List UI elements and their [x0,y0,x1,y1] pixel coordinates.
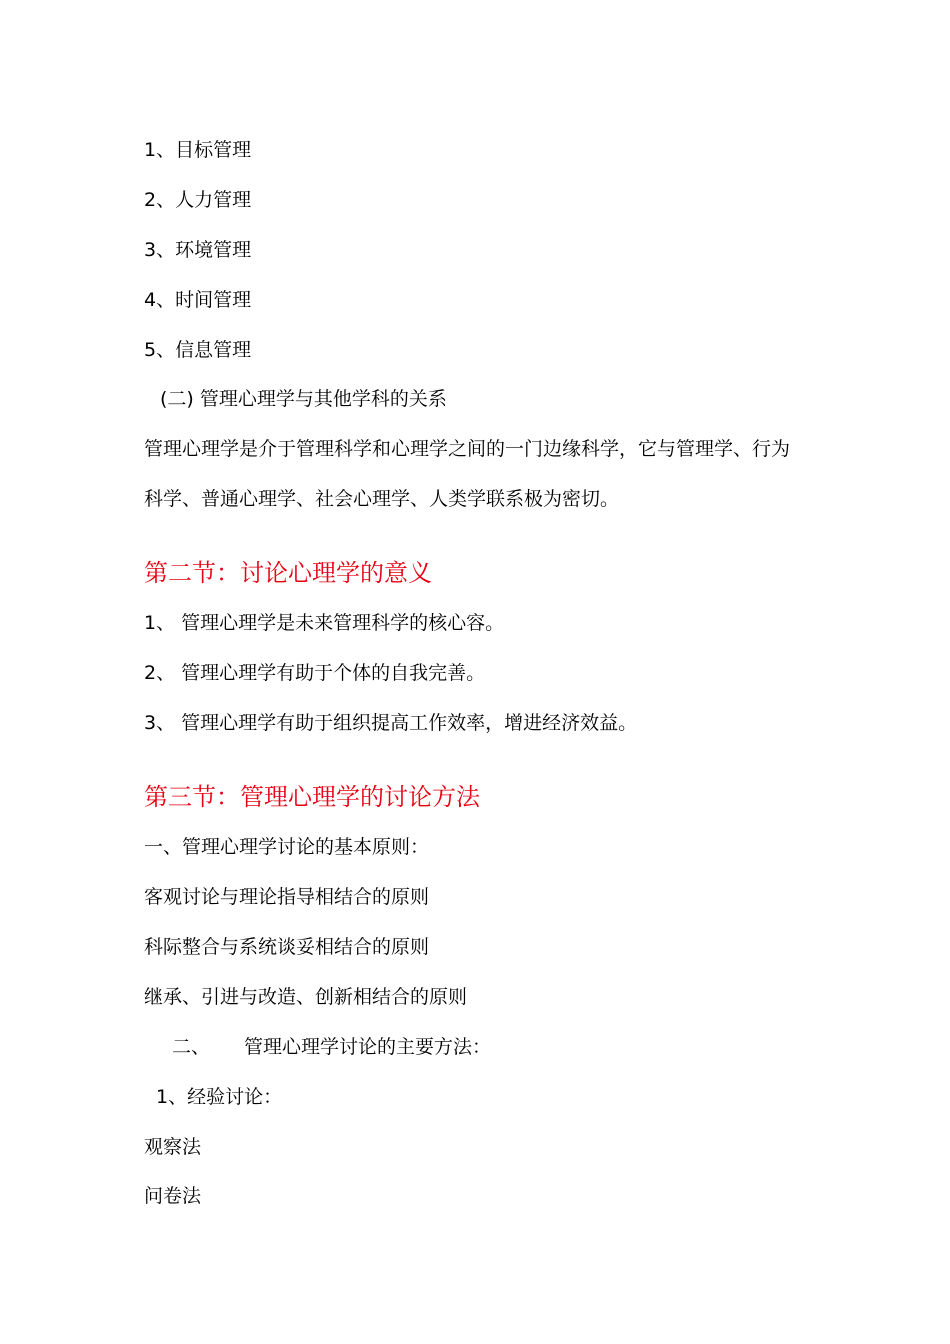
list-item-time-management: 4、时间管理 [144,289,252,311]
method-item-observation: 观察法 [144,1136,202,1158]
section-title-third: 第三节：管理心理学的讨论方法 [144,783,480,811]
list-item-information-management: 5、信息管理 [144,339,252,361]
subsection-heading-relations: (二) 管理心理学与其他学科的关系 [160,388,447,410]
list-item-human-management: 2、人力管理 [144,189,252,211]
principle-item-1: 客观讨论与理论指导相结合的原则 [144,886,430,908]
experience-heading: 1、经验讨论： [156,1086,283,1108]
principles-heading: 一、管理心理学讨论的基本原则： [144,836,430,858]
section2-item-1: 1、 管理心理学是未来管理科学的核心容。 [144,612,505,634]
paragraph-line-1: 管理心理学是介于管理科学和心理学之间的一门边缘科学，它与管理学、行为 [144,438,791,460]
list-item-goal-management: 1、目标管理 [144,139,252,161]
principle-item-2: 科际整合与系统谈妥相结合的原则 [144,936,430,958]
methods-heading: 管理心理学讨论的主要方法： [244,1036,492,1058]
section-title-second: 第二节：讨论心理学的意义 [144,559,432,587]
paragraph-line-2: 科学、普通心理学、社会心理学、人类学联系极为密切。 [144,488,620,510]
methods-heading-number: 二、 [172,1036,211,1058]
list-item-environment-management: 3、环境管理 [144,239,252,261]
method-item-questionnaire: 问卷法 [144,1185,202,1207]
section2-item-2: 2、 管理心理学有助于个体的自我完善。 [144,662,486,684]
section2-item-3: 3、 管理心理学有助于组织提高工作效率，增进经济效益。 [144,712,638,734]
principle-item-3: 继承、引进与改造、创新相结合的原则 [144,986,468,1008]
